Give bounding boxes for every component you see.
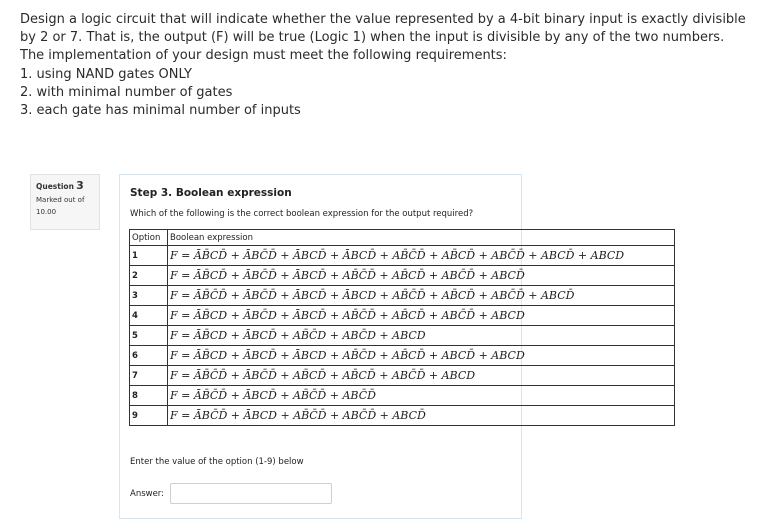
column-header-option: Option [130, 230, 168, 246]
table-row [130, 246, 675, 266]
problem-paragraph: Design a logic circuit that will indicate whether the value represented by a 4-bit binary input is exactly divisible by 2 or 7. That is, the output (F) will be true (Logic 1) when the input is divisible by any of the two numbers. [20, 12, 746, 46]
table-row [130, 306, 675, 326]
answer-prompt: Enter the value of the option (1-9) below [130, 457, 304, 467]
boolean-expression: F = ĀB̄CD + ĀBCD̄ + ĀBCD + AB̄C̄D + AB̄CD̄ + ABCD̄ + ABCD [168, 346, 675, 366]
question-number: 3 [76, 179, 84, 192]
requirements-heading: The implementation of your design must meet the following requirements: [20, 48, 507, 64]
marked-out-of-label: Marked out of [36, 196, 85, 204]
table-row [130, 266, 675, 286]
requirement-item: 3. each gate has minimal number of inputs [20, 103, 301, 119]
table-row [130, 366, 675, 386]
answer-input[interactable] [170, 483, 332, 504]
table-row [130, 326, 675, 346]
table-row [130, 386, 675, 406]
option-number: 1 [130, 246, 168, 266]
requirement-item: 1. using NAND gates ONLY [20, 66, 192, 82]
option-number: 2 [130, 266, 168, 286]
option-number: 5 [130, 326, 168, 346]
question-score: 10.00 [36, 208, 57, 216]
question-text: Which of the following is the correct boolean expression for the output required? [130, 209, 474, 219]
options-table [129, 229, 675, 426]
boolean-expression: F = ĀB̄CD̄ + ĀBC̄D̄ + ĀBCD̄ + ĀBCD̄ + AB̄C̄D̄ + AB̄CD̄ + ABC̄D̄ + ABCD̄ + ABCD [168, 246, 675, 266]
requirement-item: 2. with minimal number of gates [20, 84, 233, 100]
step-title: Step 3. Boolean expression [130, 187, 292, 199]
table-row [130, 346, 675, 366]
problem-statement [20, 11, 750, 120]
boolean-expression: F = ĀB̄CD + ĀBCD̄ + AB̄C̄D + ABC̄D + ABCD [168, 326, 675, 346]
option-number: 9 [130, 406, 168, 426]
boolean-expression: F = ĀBC̄D̄ + ĀBCD + AB̄C̄D̄ + ABC̄D̄ + ABCD̄ [168, 406, 675, 426]
option-number: 8 [130, 386, 168, 406]
option-number: 6 [130, 346, 168, 366]
table-row [130, 406, 675, 426]
table-row [130, 286, 675, 306]
boolean-expression: F = ĀB̄CD̄ + ĀBC̄D̄ + ĀBCD̄ + AB̄C̄D̄ + AB̄CD̄ + ABC̄D̄ + ABCD̄ [168, 266, 675, 286]
boolean-expression: F = ĀB̄C̄D̄ + ĀBCD̄ + AB̄C̄D̄ + ABC̄D̄ [168, 386, 675, 406]
question-info-box [30, 174, 100, 230]
boolean-expression: F = ĀB̄C̄D̄ + ĀBC̄D̄ + ĀBCD̄ + ĀBCD + AB̄C̄D̄ + AB̄CD̄ + ABC̄D̄ + ABCD̄ [168, 286, 675, 306]
boolean-expression: F = ĀB̄CD + ĀBC̄D + ĀBCD̄ + AB̄C̄D̄ + AB̄CD̄ + ABC̄D̄ + ABCD [168, 306, 675, 326]
question-label: Question [36, 182, 74, 191]
option-number: 4 [130, 306, 168, 326]
option-number: 7 [130, 366, 168, 386]
option-number: 3 [130, 286, 168, 306]
table-header-row [130, 230, 675, 246]
boolean-expression: F = ĀB̄C̄D̄ + ĀBC̄D̄ + AB̄CD̄ + AB̄CD̄ + ABC̄D̄ + ABCD [168, 366, 675, 386]
answer-label: Answer: [130, 489, 165, 499]
column-header-expression: Boolean expression [168, 230, 675, 246]
